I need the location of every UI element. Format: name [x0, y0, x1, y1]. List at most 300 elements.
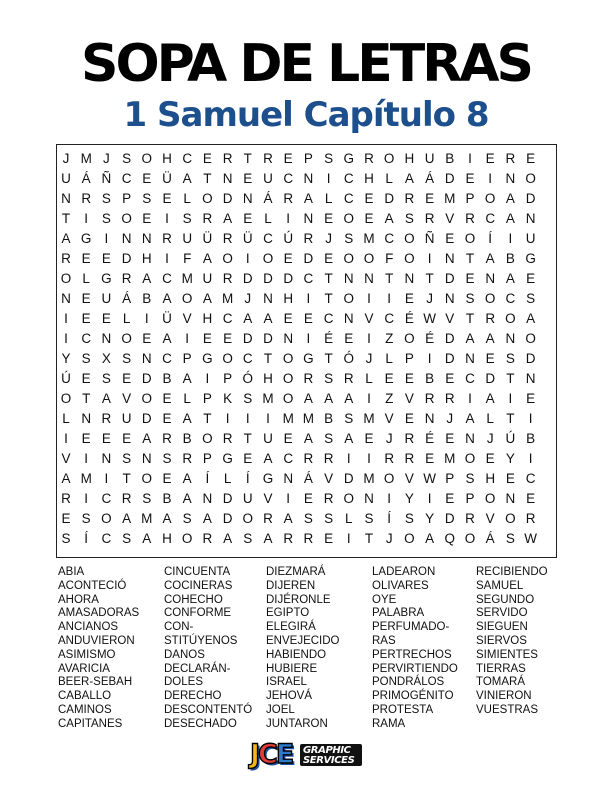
grid-letter: C: [263, 231, 273, 246]
grid-row: [57, 389, 556, 409]
grid-letter: Ú: [283, 231, 294, 246]
grid-letter: N: [263, 291, 273, 306]
grid-letter: J: [446, 411, 454, 426]
grid-letter: I: [84, 491, 89, 506]
grid-letter: T: [61, 211, 71, 226]
grid-letter: C: [162, 351, 172, 366]
grid-letter: P: [465, 191, 475, 206]
grid-letter: O: [262, 251, 274, 266]
grid-letter: A: [61, 471, 71, 486]
grid-letter: S: [465, 291, 475, 306]
grid-letter: N: [404, 271, 415, 286]
grid-letter: I: [468, 391, 472, 406]
grid-letter: N: [485, 271, 496, 286]
grid-letter: S: [526, 291, 536, 306]
grid-letter: A: [263, 451, 273, 466]
grid-letter: N: [465, 431, 475, 446]
grid-letter: S: [505, 531, 515, 546]
grid-letter: C: [283, 451, 294, 466]
grid-row: [57, 169, 556, 189]
grid-letter: N: [101, 331, 112, 346]
grid-letter: H: [404, 151, 415, 166]
grid-letter: V: [263, 491, 273, 506]
grid-letter: I: [427, 491, 432, 506]
grid-letter: T: [324, 351, 333, 366]
grid-letter: E: [324, 211, 334, 226]
grid-letter: C: [101, 531, 112, 546]
grid-letter: L: [264, 211, 272, 226]
grid-letter: B: [505, 251, 515, 266]
grid-letter: H: [364, 171, 374, 186]
word-item: PRIMOGÉNITO: [372, 690, 454, 703]
grid-letter: B: [445, 151, 455, 166]
logo-line-graphic: GRAPHIC: [303, 745, 351, 756]
grid-letter: I: [387, 491, 392, 506]
grid-row: [57, 429, 556, 449]
grid-letter: O: [202, 431, 213, 446]
grid-letter: Í: [205, 471, 210, 486]
grid-letter: E: [162, 411, 172, 426]
grid-letter: E: [364, 191, 374, 206]
grid-letter: O: [282, 391, 294, 406]
grid-letter: M: [444, 191, 456, 206]
grid-letter: T: [385, 271, 394, 286]
word-item: PALABRA: [372, 607, 425, 620]
grid-letter: I: [144, 311, 149, 326]
grid-letter: V: [182, 311, 192, 326]
grid-letter: R: [263, 151, 273, 166]
grid-letter: E: [283, 311, 293, 326]
grid-letter: C: [283, 171, 294, 186]
grid-letter: A: [182, 471, 192, 486]
grid-letter: I: [185, 331, 190, 346]
grid-letter: N: [465, 351, 475, 366]
word-item: CAPITANES: [58, 717, 123, 730]
grid-letter: T: [425, 271, 434, 286]
grid-letter: S: [101, 371, 111, 386]
grid-letter: A: [243, 311, 253, 326]
grid-letter: P: [445, 471, 455, 486]
grid-letter: T: [203, 411, 212, 426]
grid-letter: I: [367, 391, 371, 406]
grid-letter: I: [367, 451, 371, 466]
grid-letter: E: [384, 371, 394, 386]
grid-row: [57, 329, 556, 349]
grid-letter: I: [205, 371, 210, 386]
grid-letter: H: [202, 311, 213, 326]
grid-letter: R: [61, 251, 71, 266]
grid-letter: F: [385, 251, 394, 266]
grid-letter: R: [81, 191, 92, 206]
grid-letter: O: [141, 151, 153, 166]
grid-letter: S: [344, 411, 354, 426]
grid-letter: V: [404, 471, 414, 486]
grid-letter: E: [142, 171, 152, 186]
grid-letter: J: [244, 291, 252, 306]
grid-letter: S: [364, 511, 374, 526]
grid-letter: É: [324, 331, 334, 346]
grid-letter: S: [505, 351, 515, 366]
grid-letter: T: [82, 391, 91, 406]
grid-letter: L: [82, 271, 90, 286]
grid-letter: I: [165, 251, 169, 266]
word-item: DESCONTENTÓ: [164, 703, 253, 716]
logo-line-services: SERVICES: [303, 755, 355, 766]
grid-letter: I: [64, 431, 68, 446]
grid-letter: C: [162, 271, 172, 286]
grid-letter: R: [121, 491, 132, 506]
grid-row: [57, 289, 556, 309]
grid-letter: A: [324, 391, 334, 406]
word-column: [372, 566, 458, 732]
grid-letter: A: [182, 171, 192, 186]
grid-letter: I: [528, 411, 533, 426]
grid-letter: V: [61, 451, 71, 466]
grid-letter: M: [181, 271, 193, 286]
grid-letter: U: [121, 411, 132, 426]
grid-letter: V: [122, 391, 132, 406]
grid-row: [57, 189, 556, 209]
grid-letter: M: [221, 291, 234, 306]
grid-letter: Ü: [202, 231, 213, 246]
grid-letter: N: [81, 411, 92, 426]
grid-letter: E: [364, 431, 374, 446]
grid-letter: M: [282, 411, 294, 426]
grid-letter: I: [286, 491, 291, 506]
grid-letter: E: [404, 411, 414, 426]
grid-letter: A: [404, 171, 414, 186]
grid-letter: P: [223, 371, 233, 386]
grid-letter: J: [62, 151, 70, 166]
grid-letter: O: [60, 271, 72, 286]
grid-letter: A: [182, 491, 192, 506]
word-item: RAS: [372, 634, 396, 647]
grid-letter: E: [283, 151, 293, 166]
grid-letter: Ú: [505, 431, 516, 446]
grid-letter: R: [303, 231, 314, 246]
grid-letter: A: [465, 411, 475, 426]
grid-letter: D: [343, 471, 354, 486]
grid-letter: G: [303, 351, 314, 366]
grid-letter: E: [101, 311, 111, 326]
word-item: DESECHADO: [164, 717, 237, 730]
grid-letter: B: [162, 491, 172, 506]
grid-letter: S: [122, 451, 132, 466]
letter-grid: [56, 144, 557, 558]
grid-letter: O: [181, 291, 193, 306]
grid-letter: A: [202, 251, 212, 266]
grid-letter: S: [142, 491, 152, 506]
grid-letter: O: [282, 371, 294, 386]
grid-letter: V: [324, 471, 334, 486]
word-column: [476, 566, 548, 718]
grid-letter: E: [526, 491, 536, 506]
grid-letter: G: [202, 351, 213, 366]
grid-letter: S: [324, 151, 334, 166]
grid-letter: T: [122, 471, 131, 486]
grid-letter: I: [84, 451, 89, 466]
grid-letter: N: [505, 171, 516, 186]
grid-letter: S: [101, 191, 111, 206]
word-item: CONFORME: [164, 607, 232, 620]
grid-letter: T: [324, 271, 333, 286]
grid-letter: E: [243, 211, 253, 226]
grid-letter: I: [528, 451, 533, 466]
grid-letter: D: [444, 511, 455, 526]
grid-letter: L: [62, 411, 70, 426]
grid-letter: N: [444, 291, 455, 306]
grid-letter: S: [303, 511, 313, 526]
word-item: HUBIERE: [266, 662, 318, 675]
grid-letter: E: [142, 331, 152, 346]
grid-letter: H: [263, 371, 273, 386]
grid-letter: E: [526, 151, 536, 166]
grid-letter: S: [81, 351, 91, 366]
grid-letter: D: [242, 331, 253, 346]
grid-letter: Y: [404, 491, 414, 506]
grid-letter: R: [424, 391, 435, 406]
grid-letter: P: [202, 391, 212, 406]
grid-letter: Ñ: [101, 171, 112, 186]
grid-letter: S: [142, 191, 152, 206]
grid-letter: O: [121, 211, 132, 226]
grid-letter: H: [141, 251, 152, 266]
grid-letter: R: [364, 151, 374, 166]
grid-letter: E: [283, 251, 293, 266]
grid-letter: C: [121, 171, 132, 186]
grid-letter: D: [525, 351, 536, 366]
grid-letter: A: [303, 191, 313, 206]
grid-letter: O: [505, 311, 516, 326]
grid-letter: A: [485, 331, 495, 346]
grid-letter: E: [162, 391, 172, 406]
grid-letter: M: [80, 471, 92, 486]
grid-letter: E: [81, 431, 91, 446]
grid-letter: S: [162, 451, 172, 466]
grid-letter: A: [223, 211, 233, 226]
grid-letter: D: [444, 331, 455, 346]
grid-letter: S: [61, 531, 71, 546]
grid-letter: H: [162, 531, 172, 546]
grid-letter: I: [225, 411, 230, 426]
grid-row: [57, 509, 556, 529]
grid-letter: E: [324, 531, 334, 546]
word-item: DIJEREN: [266, 579, 316, 592]
grid-letter: N: [444, 251, 455, 266]
grid-letter: Y: [425, 511, 435, 526]
grid-letter: B: [142, 291, 152, 306]
grid-letter: E: [101, 431, 111, 446]
grid-letter: Á: [122, 291, 132, 306]
word-column: [58, 566, 139, 732]
grid-letter: É: [404, 311, 414, 326]
grid-letter: M: [444, 451, 456, 466]
word-item: STITÚYENOS: [164, 634, 238, 647]
grid-letter: T: [243, 151, 252, 166]
grid-letter: V: [485, 511, 495, 526]
word-item: COHECHO: [164, 593, 223, 606]
word-item: ACONTECIÓ: [58, 579, 127, 592]
grid-letter: A: [162, 291, 172, 306]
grid-letter: Á: [81, 171, 91, 186]
grid-letter: S: [324, 371, 334, 386]
grid-letter: P: [404, 351, 414, 366]
grid-letter: A: [202, 511, 212, 526]
grid-row: [57, 269, 556, 289]
grid-letter: Ó: [343, 351, 355, 366]
grid-letter: P: [202, 451, 212, 466]
grid-letter: S: [324, 431, 334, 446]
grid-letter: J: [325, 231, 332, 246]
grid-letter: Í: [245, 471, 250, 486]
grid-letter: L: [324, 191, 333, 206]
grid-letter: N: [141, 231, 152, 246]
grid-letter: R: [343, 371, 354, 386]
grid-letter: N: [505, 331, 516, 346]
grid-letter: E: [81, 311, 91, 326]
grid-letter: R: [525, 511, 536, 526]
word-item: JEHOVÁ: [266, 690, 313, 703]
grid-letter: R: [283, 531, 294, 546]
grid-letter: A: [485, 391, 495, 406]
grid-letter: C: [343, 191, 354, 206]
word-item: OLIVARES: [372, 579, 429, 592]
grid-letter: S: [324, 511, 334, 526]
puzzle-subtitle: 1 Samuel Capítulo 8: [123, 95, 489, 135]
grid-letter: I: [488, 171, 493, 186]
grid-letter: Ü: [162, 311, 172, 326]
grid-letter: N: [101, 451, 112, 466]
grid-letter: N: [525, 371, 536, 386]
grid-letter: R: [222, 271, 233, 286]
word-item: AVARICIA: [58, 662, 110, 675]
word-item: ELEGIRÁ: [266, 621, 316, 634]
grid-letter: N: [202, 491, 213, 506]
grid-letter: M: [262, 391, 274, 406]
grid-letter: L: [486, 411, 494, 426]
grid-letter: D: [222, 191, 233, 206]
grid-letter: T: [465, 251, 475, 266]
grid-letter: D: [444, 271, 455, 286]
grid-letter: S: [122, 151, 132, 166]
grid-letter: G: [80, 231, 92, 246]
grid-letter: O: [464, 451, 476, 466]
grid-letter: U: [101, 291, 112, 306]
grid-letter: I: [306, 331, 311, 346]
grid-letter: Ú: [61, 371, 71, 386]
word-item: PERFUMADO-: [372, 621, 450, 634]
grid-letter: V: [445, 211, 455, 226]
grid-letter: A: [142, 431, 152, 446]
grid-letter: E: [81, 291, 91, 306]
word-item: VINIERON: [476, 690, 532, 703]
grid-letter: A: [485, 251, 495, 266]
grid-letter: F: [183, 251, 192, 266]
grid-row: [57, 369, 556, 389]
grid-letter: S: [182, 511, 192, 526]
grid-letter: G: [222, 451, 233, 466]
grid-letter: T: [465, 311, 475, 326]
grid-letter: Í: [488, 231, 493, 246]
grid-letter: S: [182, 211, 192, 226]
grid-letter: D: [222, 511, 233, 526]
word-item: ANCIANOS: [58, 621, 119, 634]
grid-letter: S: [243, 391, 253, 406]
grid-letter: N: [303, 211, 314, 226]
grid-letter: R: [485, 311, 496, 326]
grid-letter: C: [81, 331, 92, 346]
grid-letter: O: [404, 231, 415, 246]
grid-letter: U: [424, 151, 435, 166]
grid-letter: O: [222, 351, 233, 366]
grid-letter: T: [506, 371, 515, 386]
grid-letter: V: [384, 411, 394, 426]
grid-letter: T: [263, 351, 273, 366]
word-item: OYE: [372, 593, 397, 606]
grid-letter: R: [61, 491, 71, 506]
grid-letter: N: [525, 211, 536, 226]
grid-letter: G: [343, 151, 355, 166]
grid-letter: B: [425, 371, 435, 386]
puzzle-title: SOPA DE LETRAS: [81, 34, 531, 94]
grid-row: [57, 449, 556, 469]
word-item: ABIA: [58, 566, 85, 578]
word-item: SIMIENTES: [476, 648, 538, 661]
grid-letter: E: [122, 431, 132, 446]
grid-letter: C: [343, 171, 354, 186]
grid-letter: L: [183, 391, 191, 406]
grid-letter: N: [283, 471, 294, 486]
grid-letter: K: [223, 391, 233, 406]
grid-letter: R: [303, 531, 314, 546]
word-item: SEGUNDO: [476, 593, 535, 606]
grid-letter: S: [344, 231, 354, 246]
grid-letter: J: [365, 351, 373, 366]
grid-letter: R: [465, 211, 475, 226]
grid-letter: S: [122, 531, 132, 546]
grid-letter: L: [365, 371, 373, 386]
grid-letter: O: [505, 511, 516, 526]
grid-letter: A: [202, 291, 212, 306]
grid-letter: É: [425, 431, 435, 446]
word-item: HABIENDO: [266, 648, 327, 661]
grid-letter: E: [526, 271, 536, 286]
word-item: CAMINOS: [58, 703, 112, 716]
grid-letter: E: [485, 351, 495, 366]
grid-letter: Á: [263, 191, 273, 206]
grid-letter: J: [385, 531, 393, 546]
grid-letter: E: [61, 511, 71, 526]
grid-letter: Í: [387, 511, 392, 526]
grid-letter: G: [525, 251, 536, 266]
grid-letter: E: [81, 371, 91, 386]
grid-letter: R: [263, 511, 273, 526]
grid-letter: V: [364, 311, 374, 326]
grid-letter: I: [245, 411, 250, 426]
grid-letter: N: [61, 291, 71, 306]
word-item: SIEGUEN: [476, 621, 528, 634]
grid-letter: S: [101, 211, 111, 226]
word-item: CON-: [164, 621, 194, 634]
grid-letter: O: [464, 231, 476, 246]
grid-letter: U: [525, 231, 536, 246]
grid-letter: M: [302, 411, 315, 426]
grid-letter: M: [141, 511, 153, 526]
grid-letter: R: [222, 431, 233, 446]
grid-letter: A: [344, 391, 354, 406]
grid-letter: J: [486, 431, 494, 446]
grid-letter: D: [283, 271, 294, 286]
